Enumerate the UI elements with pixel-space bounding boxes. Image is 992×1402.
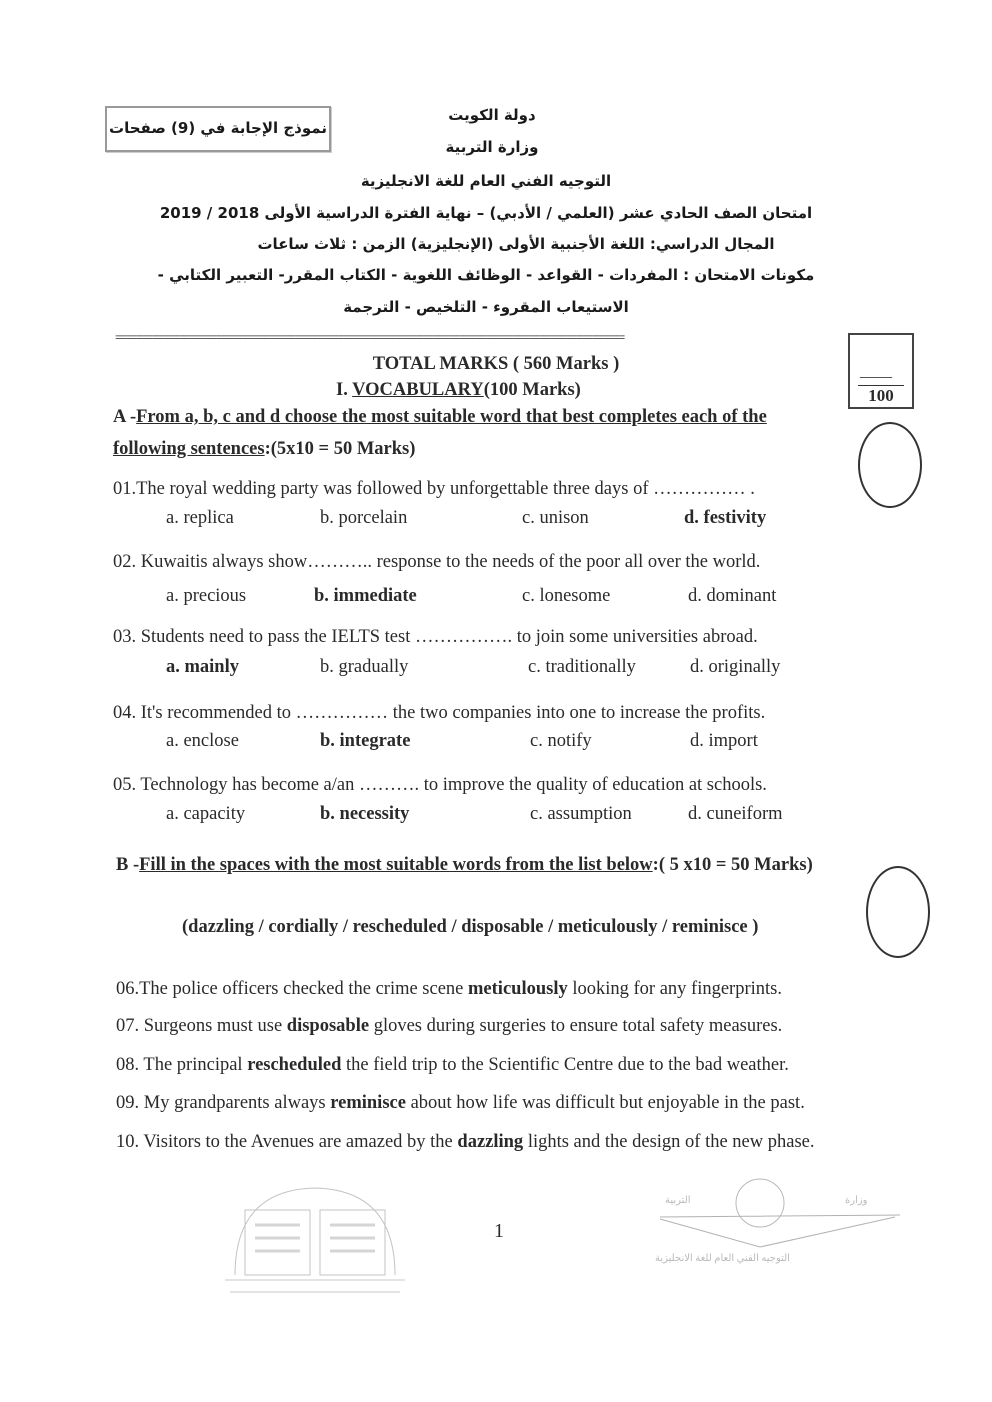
section-title [336,380,581,401]
sentence-answer: dazzling [457,1132,524,1152]
word-list: (dazzling / cordially / rescheduled / disposable / meticulously / reminisce ) [182,917,759,937]
sentence-answer: reminisce [330,1093,406,1113]
part-a-instruction-line2 [113,439,415,460]
sentence-answer: meticulously [468,979,568,999]
sentence-before: 10. Visitors to the Avenues are amazed by the [116,1132,458,1152]
page-number: 1 [494,1220,504,1242]
pages-note: نموذج الإجابة في (9) صفحات [109,119,327,137]
score-value: 100 [858,385,904,406]
answer-option-correct: b. necessity [320,804,410,824]
question-text: 05. Technology has become a/an ………. to improve the quality of education at schools. [113,775,767,795]
svg-text:وزارة: وزارة [845,1195,868,1206]
answer-option-correct: d. festivity [684,508,767,528]
sentence-answer: disposable [286,1016,370,1036]
fill-sentence [116,1093,805,1114]
ministry-emblem-icon [640,1175,910,1265]
sentence-after: the field trip to the Scientific Centre due to the bad weather. [341,1055,789,1075]
part-b-marks: :( 5 x10 = 50 Marks) [652,855,813,875]
header-components-2: الاستيعاب المقروء - التلخيص - الترجمة [343,298,629,316]
answer-option: b. porcelain [320,508,408,528]
header-supervision: التوجيه الفني العام للغة الانجليزية [360,172,612,190]
header-components: مكونات الامتحان : المفردات - القواعد - الوظائف اللغوية - الكتاب المقرر- التعبير الكتابي - [157,266,815,284]
part-a-label: A - [113,407,137,427]
header-country: دولة الكويت [448,106,536,124]
sentence-after: about how life was difficult but enjoyable in the past. [405,1093,805,1113]
total-marks: TOTAL MARKS ( 560 Marks ) [372,354,620,374]
question-text: 04. It's recommended to …………… the two companies into one to increase the profits. [113,703,766,723]
part-b-instruction [116,855,813,876]
part-a-marks: :(5x10 = 50 Marks) [264,439,416,459]
answer-option: d. originally [690,657,781,677]
section-prefix: I. [336,380,353,400]
score-blank: ____ [860,363,892,380]
fill-sentence [116,1016,782,1037]
score-circle-b [866,866,930,958]
sentence-before: 09. My grandparents always [116,1093,331,1113]
part-a-instruction-2: following sentences [113,439,265,459]
answer-option: a. precious [166,586,247,606]
header-exam-title: امتحان الصف الحادي عشر (العلمي / الأدبي) – نهاية الفترة الدراسية الأولى 2018 / 2019 [159,204,813,222]
answer-option: d. dominant [688,586,777,606]
sentence-before: 06.The police officers checked the crime scene [116,979,469,999]
separator: ================================================================================================ [115,333,624,345]
answer-option: c. lonesome [522,586,611,606]
section-marks: (100 Marks) [483,380,581,400]
answer-option: c. traditionally [528,657,636,677]
answer-option-correct: b. integrate [320,731,411,751]
part-a-instruction: From a, b, c and d choose the most suitable word that best completes each of the [136,407,767,427]
part-b-instruction-text: Fill in the spaces with the most suitable words from the list below [139,855,653,875]
question-text: 01.The royal wedding party was followed by unforgettable three days of …………… . [113,479,755,499]
sentence-answer: rescheduled [247,1055,342,1075]
answer-option: a. replica [166,508,234,528]
sentence-after: lights and the design of the new phase. [523,1132,815,1152]
part-b-label: B - [116,855,140,875]
answer-option-correct: a. mainly [166,657,239,677]
score-circle-a [858,422,922,508]
answer-option: a. enclose [166,731,239,751]
header-subject-time: المجال الدراسي: اللغة الأجنبية الأولى (الإنجليزية) الزمن : ثلاث ساعات [257,235,775,253]
stamp-right [640,1175,910,1265]
answer-option-correct: b. immediate [314,586,417,606]
part-a-instruction-line1 [113,407,767,428]
fill-sentence [116,1132,815,1153]
answer-option: d. import [690,731,758,751]
svg-text:التوجيه الفني العام للغة الانج: التوجيه الفني العام للغة الانجليزية [655,1253,790,1264]
sentence-before: 08. The principal [116,1055,248,1075]
svg-text:التربية: التربية [665,1195,691,1206]
sentence-after: looking for any fingerprints. [567,979,782,999]
fill-sentence [116,1055,789,1076]
header-ministry: وزارة التربية [445,138,539,156]
question-text: 03. Students need to pass the IELTS test ……………. to join some universities abroad. [113,627,758,647]
open-book-stamp-icon [215,1180,415,1300]
section-name: VOCABULARY [352,380,484,400]
answer-option: c. assumption [530,804,632,824]
answer-option: a. capacity [166,804,246,824]
answer-option: c. notify [530,731,592,751]
answer-option: b. gradually [320,657,409,677]
answer-option: c. unison [522,508,589,528]
stamp-left [215,1180,415,1300]
question-text: 02. Kuwaitis always show……….. response to the needs of the poor all over the world. [113,552,761,572]
answer-option: d. cuneiform [688,804,783,824]
sentence-after: gloves during surgeries to ensure total safety measures. [369,1016,783,1036]
sentence-before: 07. Surgeons must use [116,1016,287,1036]
fill-sentence [116,979,782,1000]
